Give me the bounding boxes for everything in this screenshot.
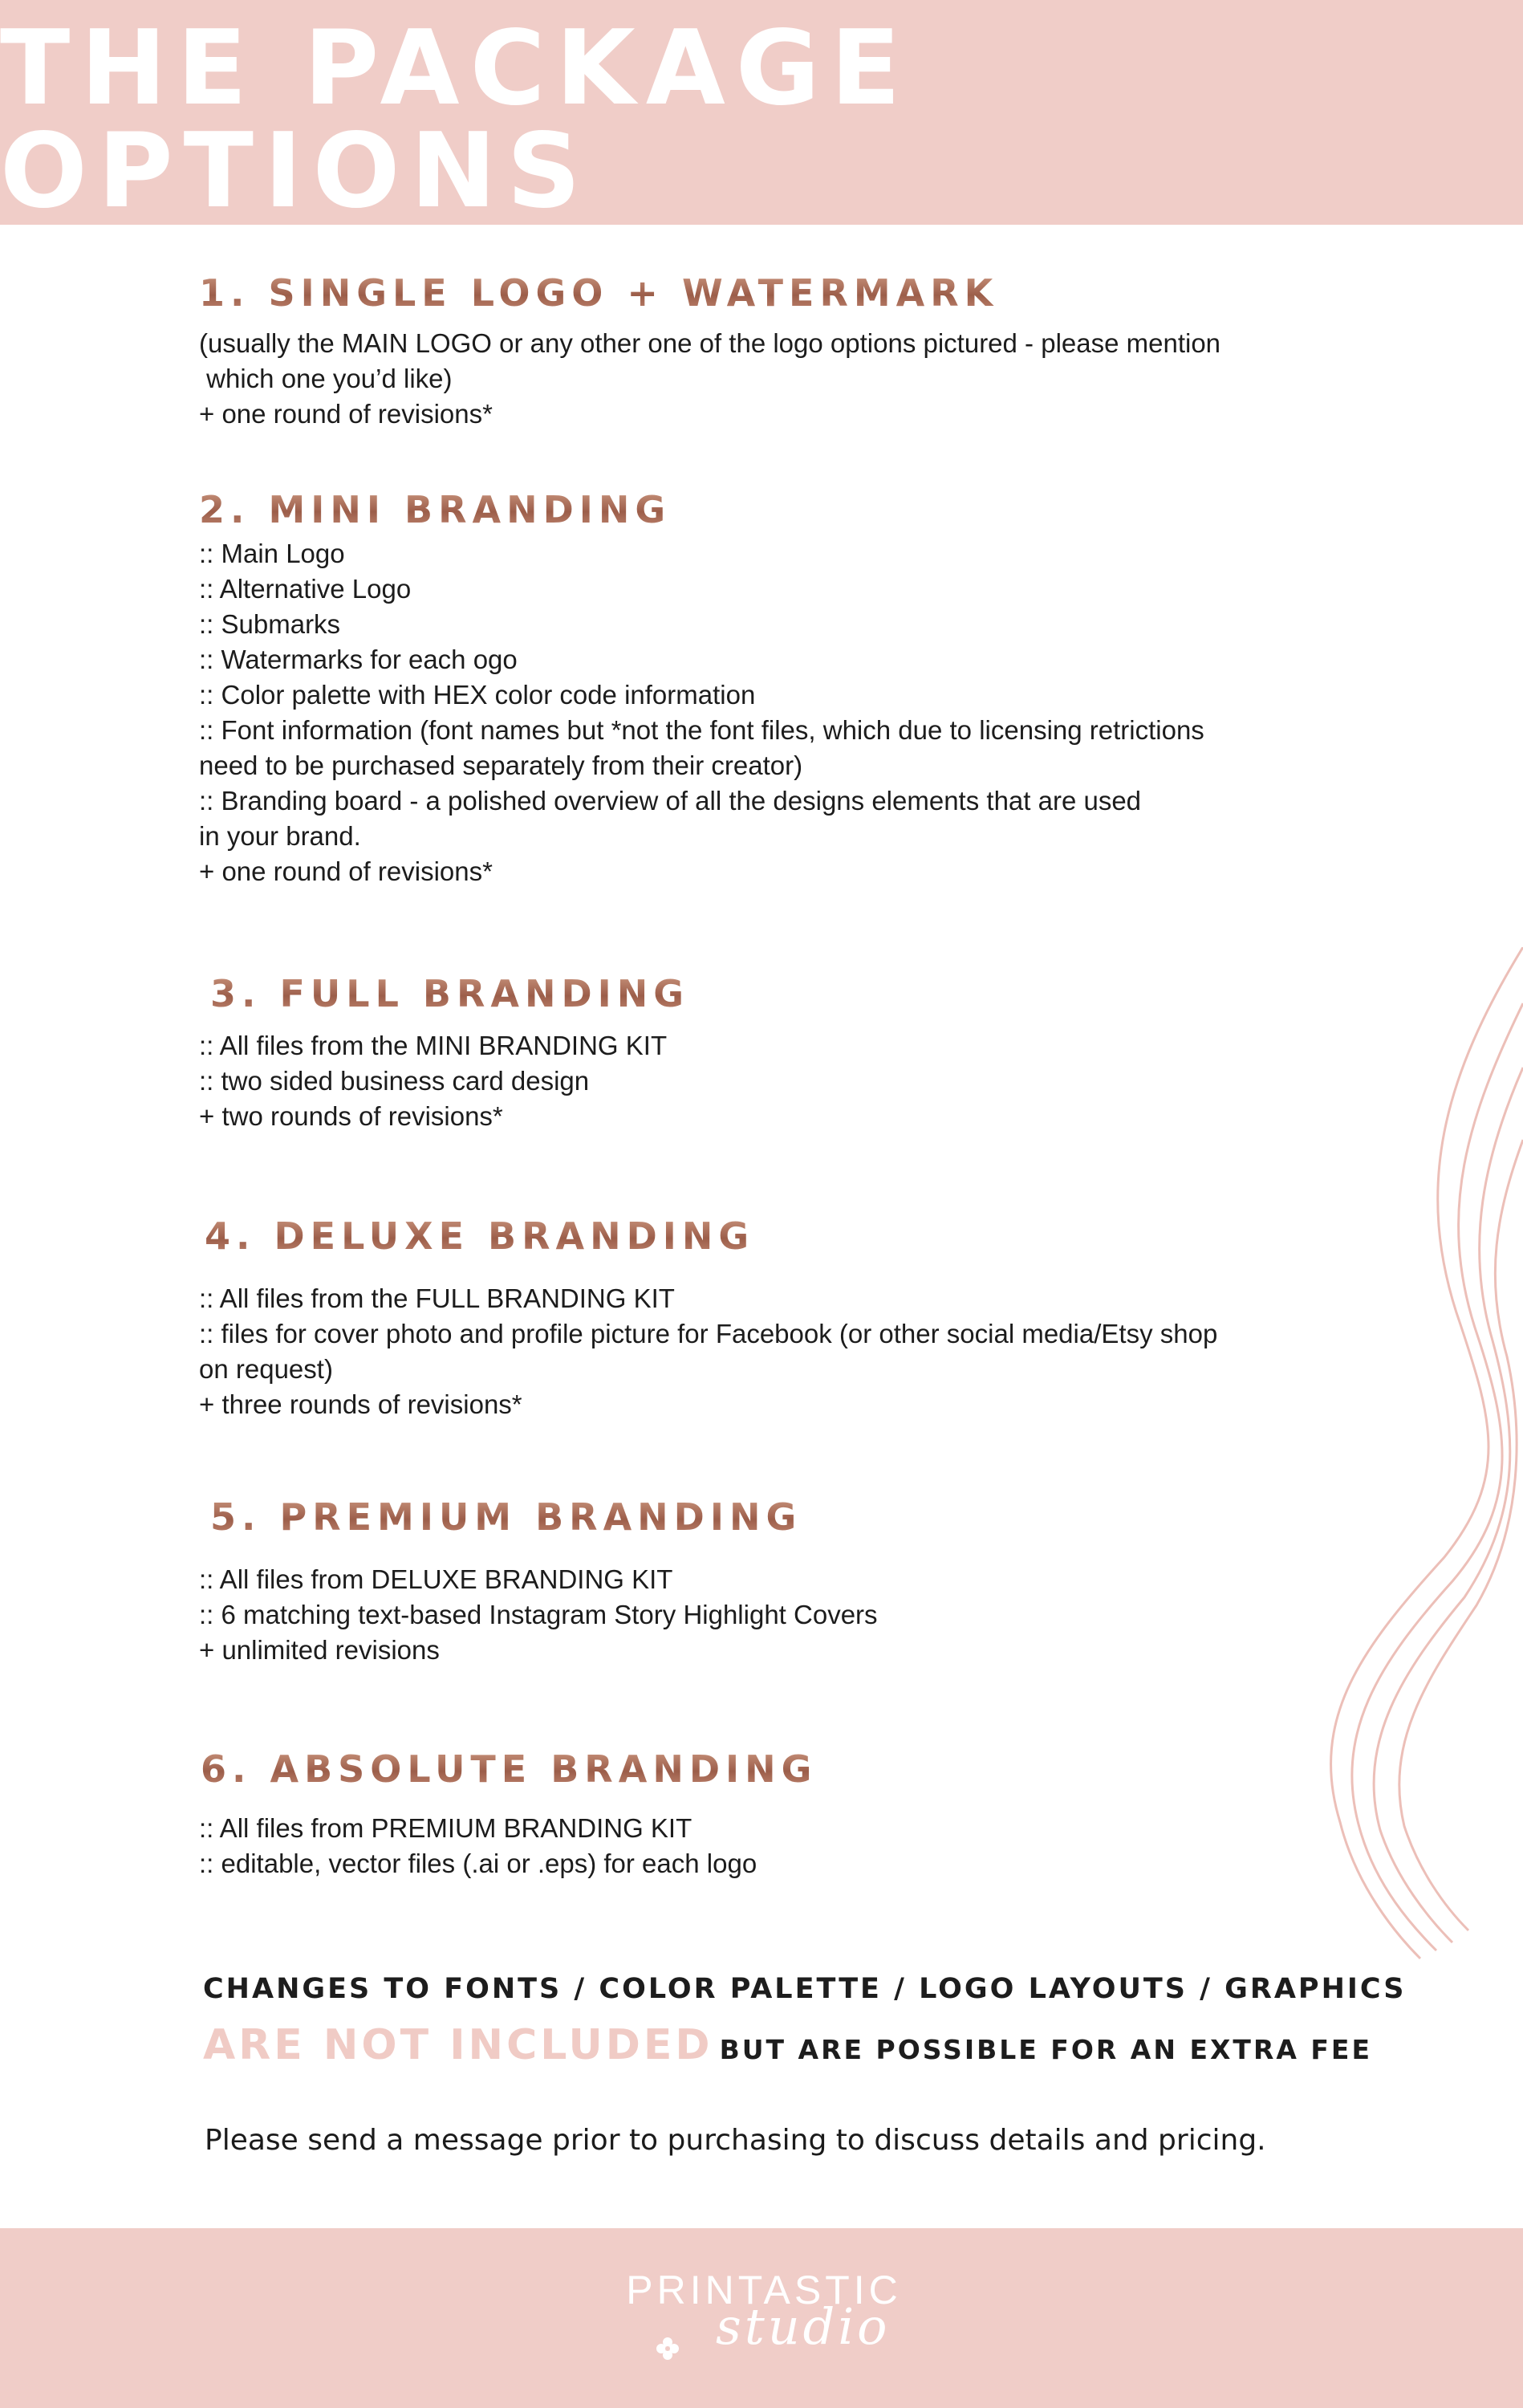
detail-line: + one round of revisions*: [199, 399, 493, 429]
detail-line: on request): [199, 1354, 333, 1384]
line-art-decoration: [1204, 947, 1523, 1991]
detail-line: :: All files from PREMIUM BRANDING KIT: [199, 1813, 692, 1843]
detail-line: :: All files from the MINI BRANDING KIT: [199, 1031, 668, 1060]
changes-notice-line2: [203, 2021, 1372, 2069]
extra-fee-text: BUT ARE POSSIBLE FOR AN EXTRA FEE: [719, 2034, 1373, 2065]
contact-message: Please send a message prior to purchasing to discuss details and pricing.: [205, 2124, 1266, 2157]
package-details: [199, 536, 1204, 889]
flower-icon: [653, 2334, 682, 2363]
detail-line: :: Font information (font names but *not the font files, which due to licensing retrictions: [199, 715, 1204, 745]
detail-line: :: All files from the FULL BRANDING KIT: [199, 1283, 675, 1313]
detail-line: + three rounds of revisions*: [199, 1389, 522, 1419]
package-5: [199, 1495, 878, 1668]
package-title: 5. PREMIUM BRANDING: [210, 1495, 878, 1540]
package-title: 3. FULL BRANDING: [210, 972, 690, 1015]
brand-script: studio: [716, 2297, 891, 2356]
package-4: [199, 1214, 1218, 1422]
package-details: [199, 1562, 878, 1668]
package-details: [199, 1028, 689, 1134]
brand-logo: [595, 2267, 932, 2379]
brand-wordmark: PRINTASTIC: [626, 2268, 902, 2312]
not-included-highlight: ARE NOT INCLUDED: [203, 2021, 713, 2069]
detail-line: + two rounds of revisions*: [199, 1101, 503, 1131]
package-details: [199, 326, 1220, 432]
detail-line: :: two sided business card design: [199, 1066, 590, 1096]
package-3: [199, 971, 690, 1134]
detail-line: :: 6 matching text-based Instagram Story Highlight Covers: [199, 1600, 878, 1629]
detail-line: :: editable, vector files (.ai or .eps) for each logo: [199, 1849, 757, 1878]
detail-line: :: Color palette with HEX color code information: [199, 680, 756, 710]
package-title: 6. ABSOLUTE BRANDING: [201, 1747, 818, 1791]
package-details: [199, 1811, 817, 1881]
detail-line: :: Submarks: [199, 609, 341, 639]
detail-line: :: All files from DELUXE BRANDING KIT: [199, 1564, 673, 1594]
detail-line: :: Main Logo: [199, 539, 345, 568]
package-details: [199, 1281, 1217, 1422]
detail-line: :: Branding board - a polished overview of all the designs elements that are used: [199, 786, 1142, 816]
detail-line: + one round of revisions*: [199, 856, 493, 886]
header-banner: [0, 0, 1523, 231]
package-1: [199, 270, 1220, 432]
package-6: [201, 1747, 817, 1881]
page-title: THE PACKAGE OPTIONS: [0, 9, 912, 231]
detail-line: + unlimited revisions: [199, 1635, 440, 1665]
package-title: 2. MINI BRANDING: [199, 487, 1204, 532]
changes-notice-line1: CHANGES TO FONTS / COLOR PALETTE / LOGO LAYOUTS / GRAPHICS: [203, 1973, 1407, 2005]
package-2: [199, 487, 1204, 889]
detail-line: :: Alternative Logo: [199, 574, 412, 604]
detail-line: (usually the MAIN LOGO or any other one of the logo options pictured - please mention: [199, 328, 1221, 358]
package-title: 1. SINGLE LOGO + WATERMARK: [199, 270, 1220, 315]
detail-line: in your brand.: [199, 821, 361, 851]
detail-line: need to be purchased separately from their creator): [199, 750, 803, 780]
package-title: 4. DELUXE BRANDING: [205, 1214, 1217, 1259]
detail-line: :: files for cover photo and profile picture for Facebook (or other social media/Etsy shop: [199, 1319, 1218, 1348]
detail-line: which one you’d like): [199, 364, 453, 393]
detail-line: :: Watermarks for each ogo: [199, 645, 518, 674]
